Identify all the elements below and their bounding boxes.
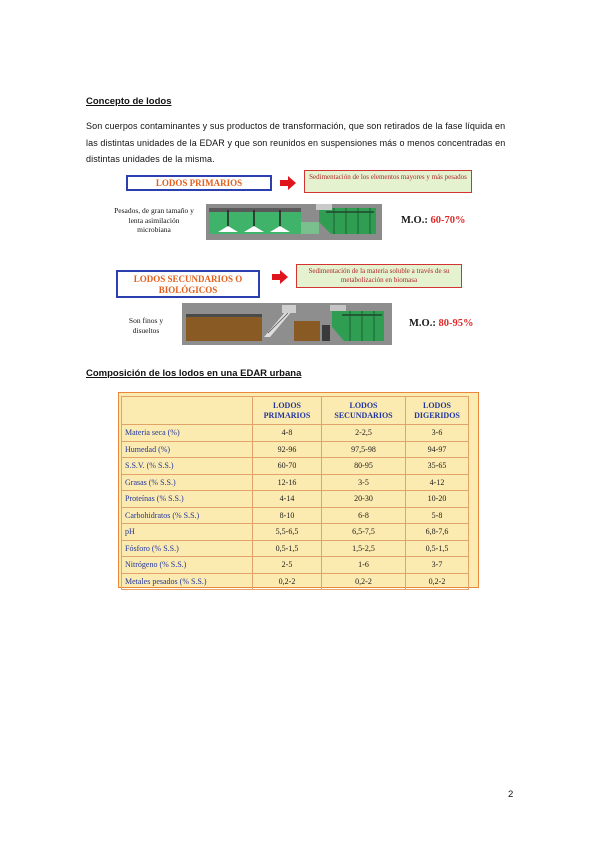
table-header-empty bbox=[122, 397, 253, 425]
table-row bbox=[122, 573, 469, 590]
cell-secundarios: 1-6 bbox=[322, 557, 406, 574]
cell-digeridos: 3-6 bbox=[406, 425, 469, 442]
primary-description: Sedimentación de los elementos mayores y más pesados bbox=[304, 170, 472, 193]
row-label: Humedad (%) bbox=[122, 441, 253, 458]
secondary-description: Sedimentación de la materia soluble a través de su metabolización en biomasa bbox=[296, 264, 462, 288]
row-label: Metales pesados (% S.S.) bbox=[122, 573, 253, 590]
secondary-mo-value: 80-95% bbox=[438, 318, 474, 329]
primary-clarifier-illustration bbox=[206, 204, 382, 240]
cell-digeridos: 35-65 bbox=[406, 458, 469, 475]
secondary-mo-label: M.O.: bbox=[409, 318, 436, 329]
table-row bbox=[122, 540, 469, 557]
cell-digeridos: 4-12 bbox=[406, 474, 469, 491]
cell-primarios: 60-70 bbox=[253, 458, 322, 475]
row-label: Proteínas (% S.S.) bbox=[122, 491, 253, 508]
cell-secundarios: 97,5-98 bbox=[322, 441, 406, 458]
table-row bbox=[122, 491, 469, 508]
primary-arrow-head-icon bbox=[288, 176, 296, 190]
table-row bbox=[122, 458, 469, 475]
table-row bbox=[122, 557, 469, 574]
cell-primarios: 2-5 bbox=[253, 557, 322, 574]
cell-digeridos: 10-20 bbox=[406, 491, 469, 508]
secondary-side-text: Son finos y disueltos bbox=[128, 316, 164, 335]
primary-side-text: Pesados, de gran tamaño y lenta asimilación microbiana bbox=[114, 206, 194, 234]
row-label: Carbohidratos (% S.S.) bbox=[122, 507, 253, 524]
cell-secundarios: 2-2,5 bbox=[322, 425, 406, 442]
table-row bbox=[122, 524, 469, 541]
cell-primarios: 92-96 bbox=[253, 441, 322, 458]
table-header-digeridos: LODOS DIGERIDOS bbox=[406, 397, 469, 425]
cell-digeridos: 3-7 bbox=[406, 557, 469, 574]
composition-table-panel bbox=[118, 392, 479, 588]
row-label: Materia seca (%) bbox=[122, 425, 253, 442]
cell-primarios: 4-8 bbox=[253, 425, 322, 442]
primary-mo-label: M.O.: bbox=[401, 215, 428, 226]
cell-secundarios: 3-5 bbox=[322, 474, 406, 491]
table-row bbox=[122, 441, 469, 458]
cell-digeridos: 0,5-1,5 bbox=[406, 540, 469, 557]
cell-secundarios: 6,5-7,5 bbox=[322, 524, 406, 541]
section-title-composicion: Composición de los lodos en una EDAR urbana bbox=[86, 368, 302, 379]
row-label: pH bbox=[122, 524, 253, 541]
cell-primarios: 12-16 bbox=[253, 474, 322, 491]
row-label: Fósforo (% S.S.) bbox=[122, 540, 253, 557]
cell-secundarios: 6-8 bbox=[322, 507, 406, 524]
cell-secundarios: 20-30 bbox=[322, 491, 406, 508]
cell-digeridos: 5-8 bbox=[406, 507, 469, 524]
section-title-concepto: Concepto de lodos bbox=[86, 96, 172, 107]
table-row bbox=[122, 425, 469, 442]
row-label: S.S.V. (% S.S.) bbox=[122, 458, 253, 475]
table-header-row bbox=[122, 397, 469, 425]
table-header-secundarios: LODOS SECUNDARIOS bbox=[322, 397, 406, 425]
secondary-arrow-head-icon bbox=[280, 270, 288, 284]
primary-mo-value: 60-70% bbox=[430, 215, 466, 226]
secondary-mo bbox=[409, 318, 473, 329]
cell-primarios: 5,5-6,5 bbox=[253, 524, 322, 541]
cell-digeridos: 0,2-2 bbox=[406, 573, 469, 590]
table-header-primarios: LODOS PRIMARIOS bbox=[253, 397, 322, 425]
secondary-reactor-illustration bbox=[182, 303, 392, 345]
cell-secundarios: 80-95 bbox=[322, 458, 406, 475]
cell-primarios: 0,5-1,5 bbox=[253, 540, 322, 557]
composition-table bbox=[121, 396, 469, 590]
row-label: Grasas (% S.S.) bbox=[122, 474, 253, 491]
intro-paragraph: Son cuerpos contaminantes y sus productos de transformación, que son retirados de la fase líquida en las distintas unidades de la EDAR y que son reunidos en suspensiones más o menos concentradas en distintas unidades de la misma. bbox=[86, 121, 506, 164]
cell-primarios: 4-14 bbox=[253, 491, 322, 508]
cell-secundarios: 1,5-2,5 bbox=[322, 540, 406, 557]
primary-mo bbox=[401, 215, 465, 226]
cell-primarios: 0,2-2 bbox=[253, 573, 322, 590]
table-row bbox=[122, 507, 469, 524]
cell-primarios: 8-10 bbox=[253, 507, 322, 524]
row-label: Nitrógeno (% S.S.) bbox=[122, 557, 253, 574]
table-row bbox=[122, 474, 469, 491]
secondary-sludge-label: LODOS SECUNDARIOS O BIOLÓGICOS bbox=[116, 270, 260, 298]
cell-digeridos: 6,8-7,6 bbox=[406, 524, 469, 541]
page-number: 2 bbox=[508, 789, 514, 800]
cell-secundarios: 0,2-2 bbox=[322, 573, 406, 590]
cell-digeridos: 94-97 bbox=[406, 441, 469, 458]
primary-sludge-label: LODOS PRIMARIOS bbox=[126, 175, 272, 191]
